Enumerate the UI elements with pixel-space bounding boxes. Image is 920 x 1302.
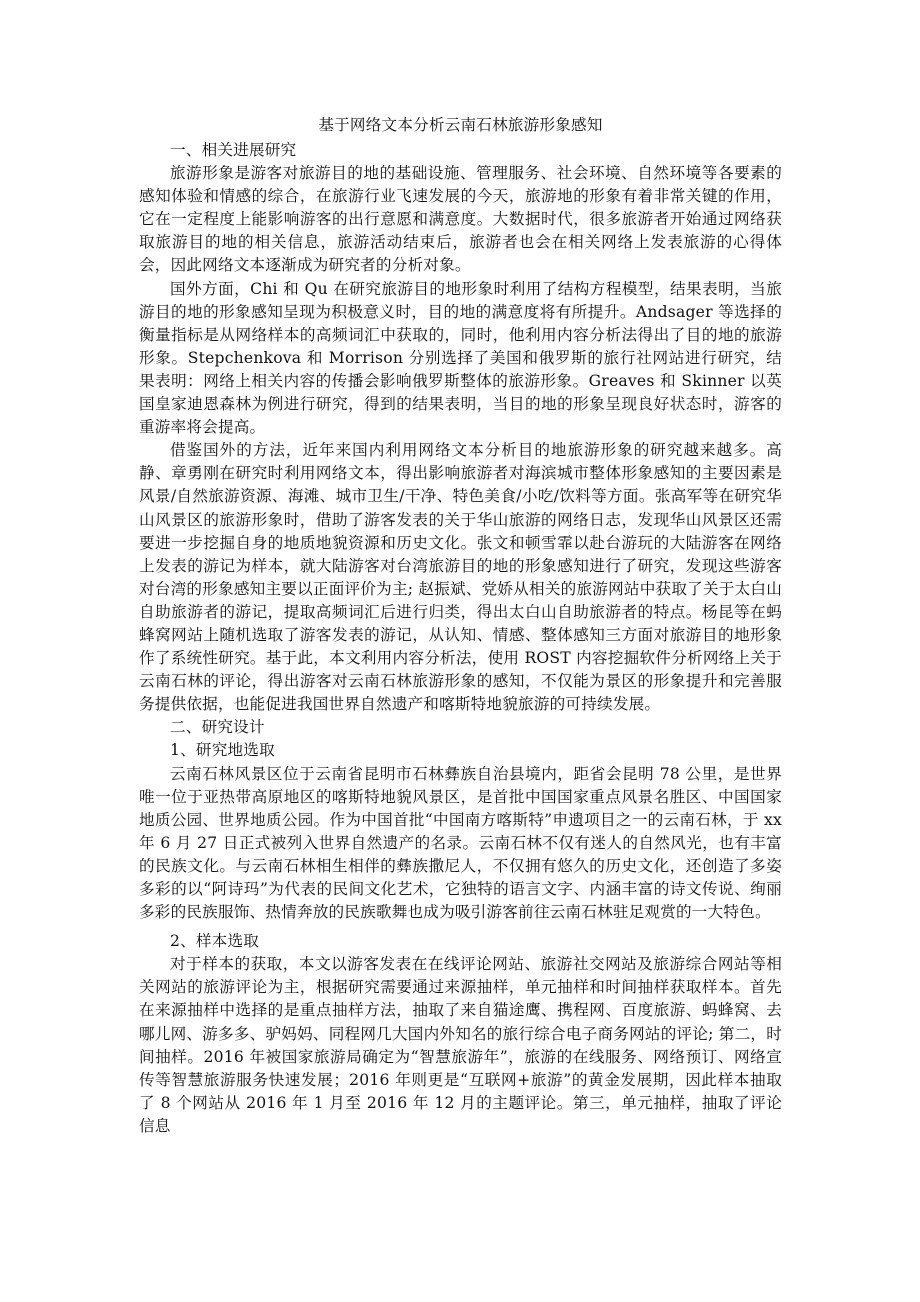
- paragraph: 云南石林风景区位于云南省昆明市石林彝族自治县境内，距省会昆明 78 公里，是世界唯一位于亚热带高原地区的喀斯特地貌风景区，是首批中国国家重点风景名胜区、中国国家地质公园、世界地质公园。作为中国首批“中国南方喀斯特”申遗项目之一的云南石林，于 xx 年 6 月 27 日正式被列入世界自然遗产的名录。云南石林不仅有迷人的自然风光，也有丰富的民族文化。与云南石林相生相伴的彝族撒尼人，不仅拥有悠久的历史文化，还创造了多姿多彩的以“阿诗玛”为代表的民间文化艺术，它独特的语言文字、内涵丰富的诗文传说、绚丽多彩的民族服饰、热情奔放的民族歌舞也成为吸引游客前往云南石林驻足观赏的一大特色。: [139, 764, 782, 922]
- subsection-heading-sample-selection: 2、样本选取: [170, 932, 260, 951]
- paragraph: 旅游形象是游客对旅游目的地的基础设施、管理服务、社会环境、自然环境等各要素的感知体验和情感的综合，在旅游行业飞速发展的今天，旅游地的形象有着非常关键的作用，它在一定程度上能影响游客的出行意愿和满意度。大数据时代，很多旅游者开始通过网络获取旅游目的地的相关信息，旅游活动结束后，旅游者也会在相关网络上发表旅游的心得体会，因此网络文本逐渐成为研究者的分析对象。: [139, 164, 782, 275]
- section-heading-related-research: 一、相关进展研究: [170, 141, 297, 159]
- document-title: 基于网络文本分析云南石林旅游形象感知: [318, 116, 603, 134]
- paragraph: 国外方面，Chi 和 Qu 在研究旅游目的地形象时利用了结构方程模型，结果表明，当旅游目的地的形象感知呈现为积极意义时，目的地的满意度将有所提升。Andsager 等选择的衡量指标是从网络样本的高频词汇中获取的，同时，他利用内容分析法得出了目的地的旅游形象。Stepchenkova 和 Morrison 分别选择了美国和俄罗斯的旅行社网站进行研究，结果表明：网络上相关内容的传播会影响俄罗斯整体的旅游形象。Greaves 和 Skinner 以英国皇家迪恩森林为例进行研究，得到的结果表明，当目的地的形象呈现良好状态时，游客的重游率将会提高。: [139, 279, 782, 437]
- section-heading-research-design: 二、研究设计: [170, 718, 265, 737]
- paragraph: 借鉴国外的方法，近年来国内利用网络文本分析目的地旅游形象的研究越来越多。高静、章勇刚在研究时利用网络文本，得出影响旅游者对海滨城市整体形象感知的主要因素是风景/自然旅游资源、海滩、城市卫生/干净、特色美食/小吃/饮料等方面。张高军等在研究华山风景区的旅游形象时，借助了游客发表的关于华山旅游的网络日志，发现华山风景区还需要进一步挖掘自身的地质地貌资源和历史文化。张文和顿雪霏以赴台游玩的大陆游客在网络上发表的游记为样本，就大陆游客对台湾旅游目的地的形象感知进行了研究，发现这些游客对台湾的形象感知主要以正面评价为主; 赵振斌、党娇从相关的旅游网站中获取了关于太白山自助旅游者的游记，提取高频词汇后进行归类，得出太白山自助旅游者的特点。杨昆等在蚂蜂窝网站上随机选取了游客发表的游记，从认知、情感、整体感知三方面对旅游目的地形象作了系统性研究。基于此，本文利用内容分析法，使用 ROST 内容挖掘软件分析网络上关于云南石林的评论，得出游客对云南石林旅游形象的感知，不仅能为景区的形象提升和完善服务提供依据，也能促进我国世界自然遗产和喀斯特地貌旅游的可持续发展。: [139, 441, 782, 714]
- subsection-heading-study-area: 1、研究地选取: [170, 741, 275, 760]
- paragraph: 对于样本的获取，本文以游客发表在在线评论网站、旅游社交网站及旅游综合网站等相关网站的旅游评论为主，根据研究需要通过来源抽样，单元抽样和时间抽样获取样本。首先在来源抽样中选择的是重点抽样方法，抽取了来自猫途鹰、携程网、百度旅游、蚂蜂窝、去哪儿网、游多多、驴妈妈、同程网几大国内外知名的旅行综合电子商务网站的评论; 第二，时间抽样。2016 年被国家旅游局确定为“智慧旅游年”，旅游的在线服务、网络预订、网络宣传等智慧旅游服务快速发展；2016 年则更是“互联网+旅游”的黄金发展期，因此样本抽取了 8 个网站从 2016 年 1 月至 2016 年 12 月的主题评论。第三，单元抽样，抽取了评论信息: [139, 955, 782, 1135]
- document-body: [139, 113, 782, 1138]
